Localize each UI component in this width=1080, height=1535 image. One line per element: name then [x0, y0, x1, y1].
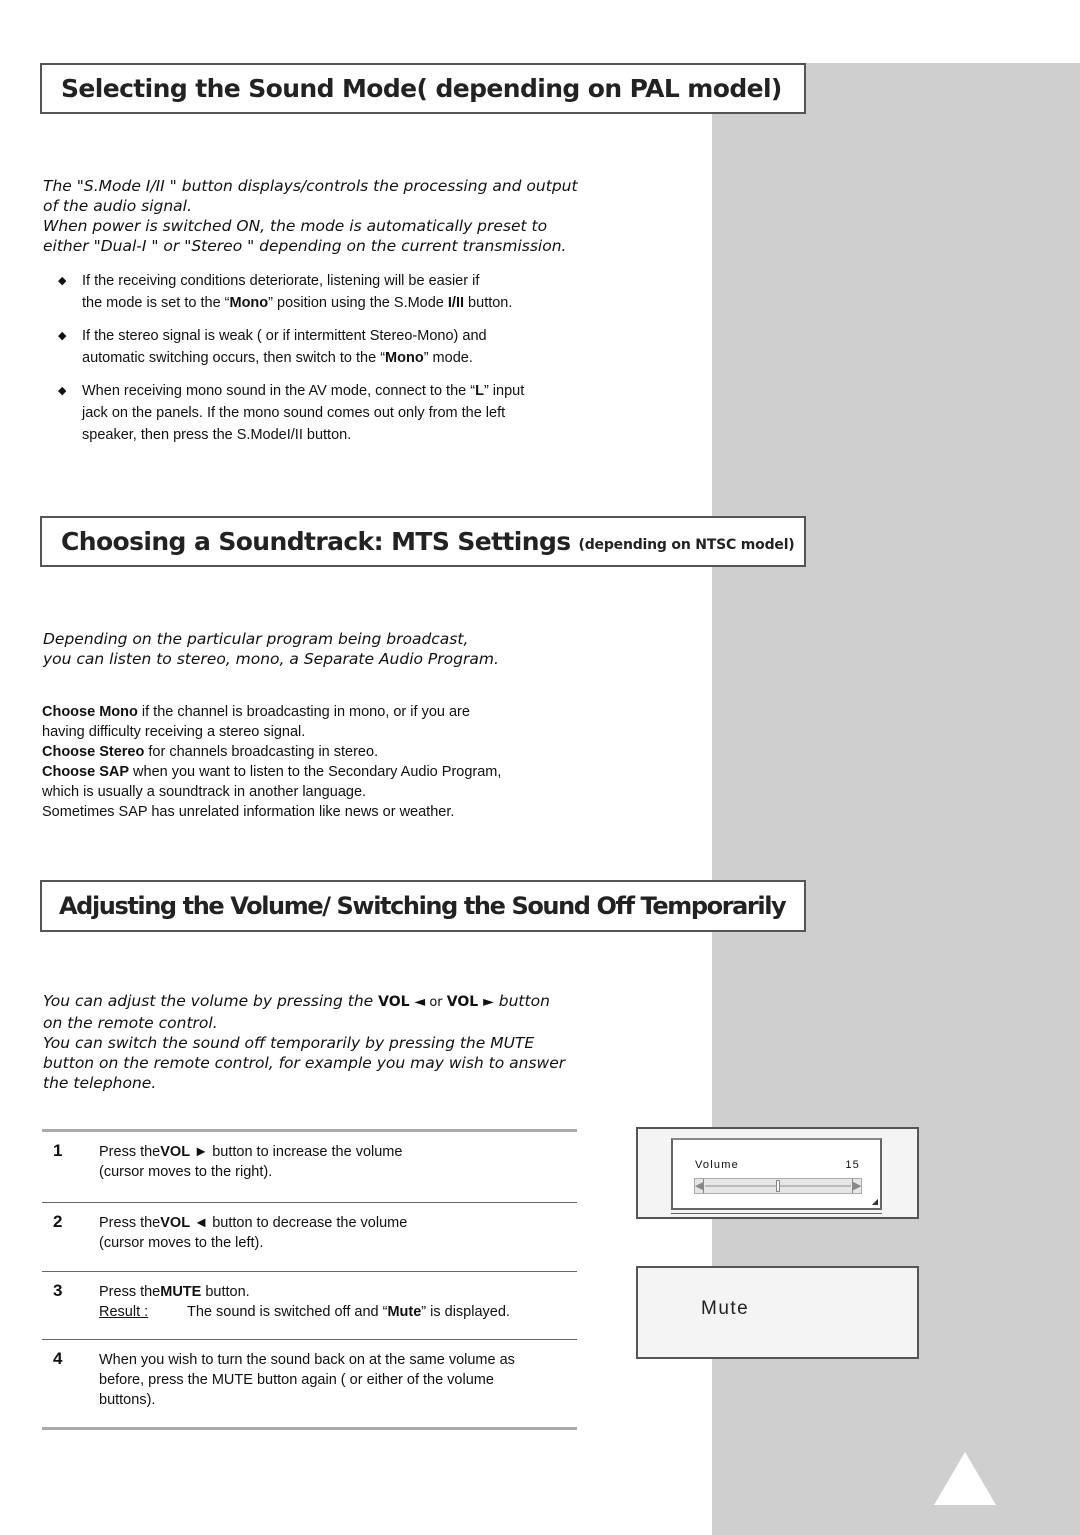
volume-thumb [776, 1180, 780, 1192]
step-row [42, 1132, 577, 1202]
intro-line: Depending on the particular program being broadcast, [43, 630, 469, 648]
step-body: Press theVOL ► button to increase the volume (cursor moves to the right). [99, 1144, 403, 1180]
intro-line: You can adjust the volume by pressing the VOL ◄ or VOL ► button [43, 992, 550, 1010]
sound-mode-intro [43, 176, 578, 256]
intro-line: The "S.Mode I/II " button displays/controls the processing and output [43, 177, 578, 195]
volume-slider [694, 1178, 862, 1194]
volume-panel [671, 1138, 882, 1210]
bullet-line: If the receiving conditions deteriorate, listening will be easier if [82, 273, 480, 289]
step-body: Press theVOL ◄ button to decrease the volume (cursor moves to the left). [99, 1215, 408, 1251]
choice-line: Choose Stereo for channels broadcasting in stereo. [42, 744, 379, 760]
volume-steps-table [42, 1129, 577, 1430]
choice-line: Choose SAP when you want to listen to the Secondary Audio Program, [42, 764, 502, 780]
bullet-line: automatic switching occurs, then switch to the “Mono” mode. [82, 350, 473, 366]
section-heading-mts [40, 516, 806, 567]
section-title: Selecting the Sound Mode( depending on PAL model) [61, 74, 782, 103]
intro-line: either "Dual-I " or "Stereo " depending on the current transmission. [43, 237, 567, 255]
sound-mode-bullets [58, 270, 598, 457]
up-triangle-icon [934, 1452, 996, 1505]
mute-label: Mute [701, 1298, 750, 1319]
right-arrow-icon: ▶ [853, 1180, 862, 1192]
step-body: Press theMUTE button. Result : The sound is switched off and “Mute” is displayed. [99, 1284, 510, 1320]
section-heading-volume [40, 880, 806, 932]
diamond-icon: ◆ [58, 385, 67, 397]
section-title: Adjusting the Volume/ Switching the Sound Off Temporarily [59, 892, 786, 920]
volume-intro [43, 991, 565, 1093]
bullet-item [58, 325, 598, 369]
step-number: 4 [53, 1349, 63, 1368]
choice-line: having difficulty receiving a stereo signal. [42, 724, 306, 740]
volume-header [695, 1159, 860, 1171]
bullet-line: speaker, then press the S.ModeI/II button. [82, 427, 352, 443]
section-subtitle: (depending on NTSC model) [578, 536, 795, 553]
intro-line: on the remote control. [43, 1014, 218, 1032]
choice-line: Sometimes SAP has unrelated information like news or weather. [42, 804, 455, 820]
step-number: 2 [53, 1212, 63, 1231]
osd-volume-display [636, 1127, 919, 1219]
step-number: 1 [53, 1141, 63, 1160]
result-label: Result : [99, 1304, 149, 1320]
intro-line: of the audio signal. [43, 197, 192, 215]
intro-line: When power is switched ON, the mode is automatically preset to [43, 217, 548, 235]
panel-underline [671, 1213, 882, 1214]
bullet-item [58, 380, 598, 446]
bullet-line: jack on the panels. If the mono sound comes out only from the left [82, 405, 506, 421]
bullet-line: When receiving mono sound in the AV mode, connect to the “L” input [82, 383, 525, 399]
diamond-icon: ◆ [58, 275, 67, 287]
left-arrow-icon: ◀ [695, 1180, 704, 1192]
osd-mute-display [636, 1266, 919, 1359]
step-number: 3 [53, 1281, 63, 1300]
section-heading-sound-mode [40, 63, 806, 114]
mts-intro [43, 629, 499, 669]
bullet-line: the mode is set to the “Mono” position using the S.Mode I/II button. [82, 295, 513, 311]
section-title: Choosing a Soundtrack: MTS Settings [61, 527, 571, 556]
intro-line: You can switch the sound off temporarily by pressing the MUTE [43, 1034, 535, 1052]
corner-marker-icon: ◢ [871, 1197, 878, 1206]
volume-value: 15 [845, 1159, 860, 1171]
step-row [42, 1339, 577, 1427]
mts-choices [42, 702, 501, 822]
intro-line: you can listen to stereo, mono, a Separate Audio Program. [43, 650, 499, 668]
diamond-icon: ◆ [58, 330, 67, 342]
choice-line: which is usually a soundtrack in another language. [42, 784, 367, 800]
intro-line: button on the remote control, for example you may wish to answer [43, 1054, 566, 1072]
step-row [42, 1202, 577, 1271]
intro-line: the telephone. [43, 1074, 157, 1092]
step-body: When you wish to turn the sound back on at the same volume as before, press the MUTE button again ( or either of the volume buttons). [99, 1352, 515, 1408]
step-row [42, 1271, 577, 1339]
bullet-item [58, 270, 598, 314]
bullet-line: If the stereo signal is weak ( or if intermittent Stereo-Mono) and [82, 328, 487, 344]
choice-line: Choose Mono if the channel is broadcasting in mono, or if you are [42, 704, 470, 720]
volume-label: Volume [695, 1159, 739, 1171]
